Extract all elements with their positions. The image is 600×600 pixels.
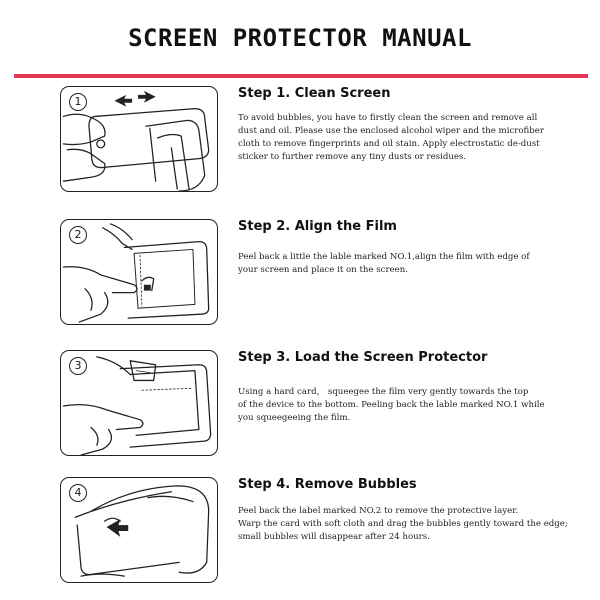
- step-2: [0, 219, 600, 329]
- step-description-line: cloth to remove fingerprints and oil stain. Apply electrostatic de-dust: [238, 139, 540, 149]
- step-description: [238, 505, 570, 544]
- step-number-badge: 4: [69, 484, 87, 502]
- step-description-line: small bubbles will disappear after 24 hours.: [238, 532, 430, 542]
- step-description-line: you squeegeeing the film.: [238, 413, 351, 423]
- step-description-line: Using a hard card， squeegee the film very gently towards the top: [238, 387, 529, 397]
- step-3-illustration: [60, 350, 218, 456]
- step-description-line: Warp the card with soft cloth and drag the bubbles gently toward the edge;: [238, 519, 568, 529]
- step-4-illustration: [60, 477, 218, 583]
- step-number-badge: 3: [69, 357, 87, 375]
- step-title: Step 2. Align the Film: [238, 219, 397, 234]
- step-2-illustration: [60, 219, 218, 325]
- step-description-line: Peel back a little the lable marked NO.1,align the film with edge of: [238, 252, 530, 262]
- step-number-badge: 2: [69, 226, 87, 244]
- step-description: [238, 386, 570, 425]
- step-title: Step 4. Remove Bubbles: [238, 477, 417, 492]
- step-title: Step 3. Load the Screen Protector: [238, 350, 488, 365]
- step-description-line: sticker to further remove any tiny dusts or residues.: [238, 152, 467, 162]
- step-description-line: To avoid bubbles, you have to firstly clean the screen and remove all: [238, 113, 538, 123]
- step-4: [0, 477, 600, 587]
- step-description-line: dust and oil. Please use the enclosed alcohol wiper and the microfiber: [238, 126, 544, 136]
- manual-title: SCREEN PROTECTOR MANUAL: [128, 24, 472, 52]
- step-description: [238, 251, 570, 277]
- step-number-badge: 1: [69, 93, 87, 111]
- step-description-line: your screen and place it on the screen.: [238, 265, 409, 275]
- step-1: [0, 86, 600, 196]
- step-1-illustration: [60, 86, 218, 192]
- step-description: [238, 112, 570, 164]
- step-3: [0, 350, 600, 460]
- step-title: Step 1. Clean Screen: [238, 86, 391, 101]
- step-description-line: of the device to the bottom. Peeling back the lable marked NO.1 while: [238, 400, 545, 410]
- step-description-line: Peel back the label marked NO.2 to remove the protective layer.: [238, 506, 519, 516]
- title-divider: [14, 74, 588, 78]
